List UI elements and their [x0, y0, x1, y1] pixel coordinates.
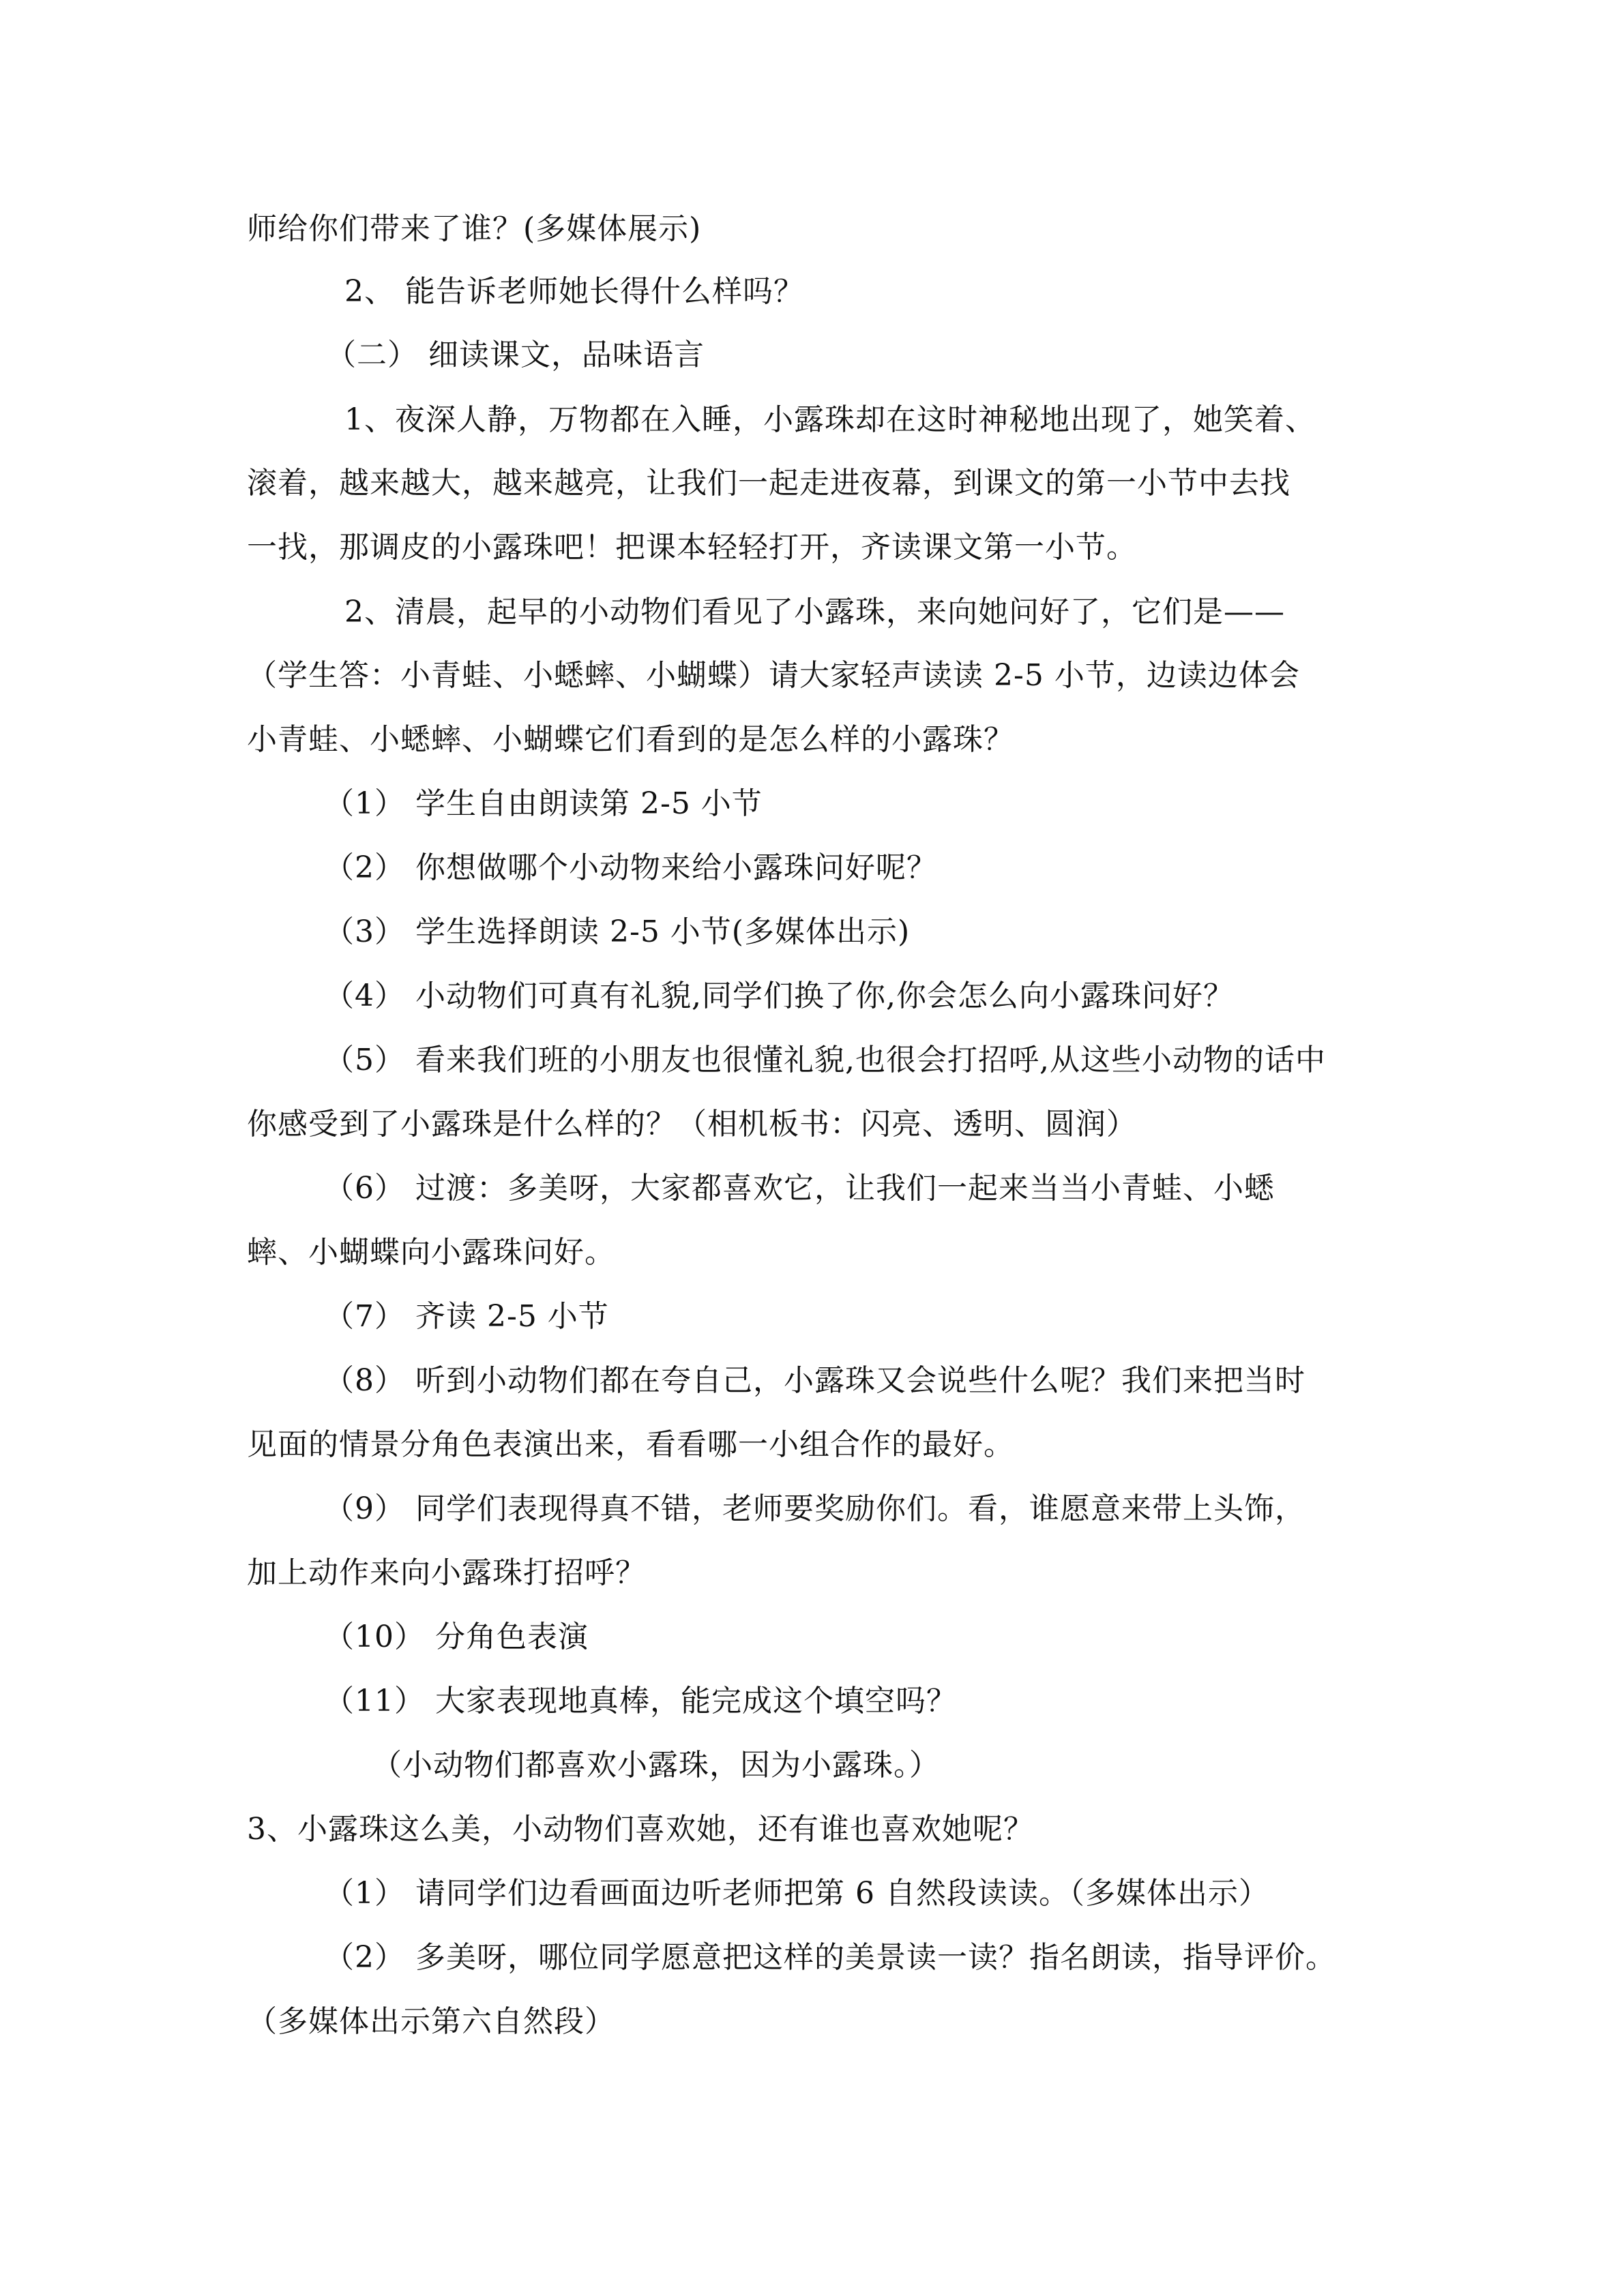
text-line: 加上动作来向小露珠打招呼？ [247, 1555, 646, 1590]
text-line: （学生答：小青蛙、小蟋蟀、小蝴蝶）请大家轻声读读 2-5 小节，边读边体会 [247, 658, 1300, 693]
text-line: （4） 小动物们可真有礼貌,同学们换了你,你会怎么向小露珠问好？ [324, 979, 1234, 1013]
text-line: （7） 齐读 2-5 小节 [324, 1299, 609, 1334]
text-line: （二） 细读课文，品味语言 [326, 338, 705, 372]
text-line: （多媒体出示第六自然段） [247, 2004, 615, 2039]
text-line: 一找，那调皮的小露珠吧！把课本轻轻打开，齐读课文第一小节。 [247, 530, 1137, 565]
text-line: 见面的情景分角色表演出来，看看哪一小组合作的最好。 [247, 1427, 1014, 1462]
text-line: （8） 听到小动物们都在夸自己，小露珠又会说些什么呢？我们来把当时 [324, 1363, 1305, 1398]
text-line: 2、 能告诉老师她长得什么样吗？ [344, 274, 804, 309]
text-line: 滚着，越来越大，越来越亮，让我们一起走进夜幕，到课文的第一小节中去找 [247, 466, 1290, 501]
text-line: 师给你们带来了谁？(多媒体展示) [247, 211, 702, 246]
text-line: （9） 同学们表现得真不错，老师要奖励你们。看，谁愿意来带上头饰， [324, 1491, 1305, 1526]
text-line: 3、小露珠这么美，小动物们喜欢她，还有谁也喜欢她呢？ [247, 1812, 1034, 1847]
text-line: （6） 过渡：多美呀，大家都喜欢它，让我们一起来当当小青蛙、小蟋 [324, 1171, 1275, 1206]
text-line: 小青蛙、小蟋蟀、小蝴蝶它们看到的是怎么样的小露珠？ [247, 722, 1014, 757]
text-line: 2、清晨，起早的小动物们看见了小露珠，来向她问好了，它们是—— [344, 595, 1285, 629]
text-line: （3） 学生选择朗读 2-5 小节(多媒体出示) [324, 914, 911, 949]
text-line: 你感受到了小露珠是什么样的？（相机板书：闪亮、透明、圆润） [247, 1107, 1137, 1142]
text-line: 1、夜深人静，万物都在入睡，小露珠却在这时神秘地出现了，她笑着、 [344, 402, 1316, 437]
text-line: （11） 大家表现地真棒，能完成这个填空吗？ [324, 1684, 957, 1718]
text-line: （1） 请同学们边看画面边听老师把第 6 自然段读读。（多媒体出示） [324, 1876, 1269, 1911]
text-line: （10） 分角色表演 [324, 1620, 589, 1654]
text-line: （5） 看来我们班的小朋友也很懂礼貌,也很会打招呼,从这些小动物的话中 [324, 1043, 1326, 1077]
text-line: （1） 学生自由朗读第 2-5 小节 [324, 786, 763, 821]
text-line: （2） 多美呀，哪位同学愿意把这样的美景读一读？指名朗读，指导评价。 [324, 1940, 1336, 1975]
text-line: （小动物们都喜欢小露珠，因为小露珠。） [372, 1748, 940, 1783]
text-line: 蟀、小蝴蝶向小露珠问好。 [247, 1235, 615, 1270]
text-line: （2） 你想做哪个小动物来给小露珠问好呢？ [324, 850, 937, 885]
